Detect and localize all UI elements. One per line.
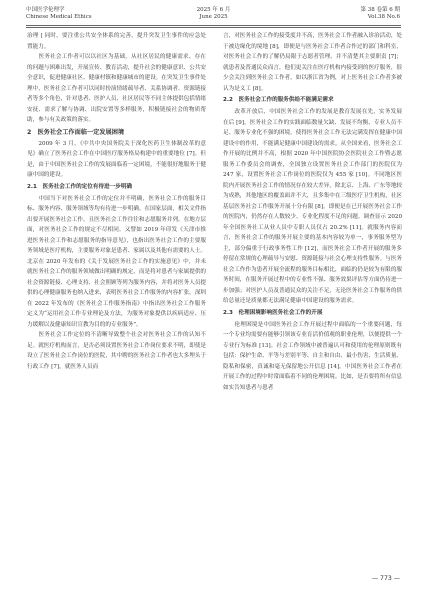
right-paragraph-1: 言，对医务社会工作的接受度并不高，医务社会工作者融入诊治活动，处于被边缘化的境地 [8]，即便是与医务社会工作者合作过的部门和科室，对医务社会工作的了解仍局限于志愿者管理、并不清楚其主要职责 [7]；就患者及普通民众而言，他们更关注在医疗机构内接受到的医疗服务，很少会关注到医务社会工作者，如以浙江省为例，对上医务社会工作者多被认为是义工 [8]。: [223, 33, 403, 92]
volume-en: Vol.38 No.6: [367, 14, 400, 20]
running-header: [0, 0, 427, 30]
issue-date-cn: 2025 年 6 月: [196, 7, 231, 13]
issue-date-en: June 2025: [199, 14, 228, 20]
right-column: [223, 31, 402, 393]
right-paragraph-3: 伦理困境是中国医务社会工作开展过程中面临的一个重要问题，每一个专业均需要有能够引领该专业育活价值观的职业伦理，以便提供一个专业行为标准 [13]。社会工作领域中被普遍认可和使用的伦理原则既有包括：保护生命、平等与差别平等、自主和自由、最小伤害、生活质量、隐私和保密，真诚和毫无保留地公开信息 [14]。中国医务社会工作者在开展工作的过程中时常面临着不同的伦理困境。比如，是否要将所有信息如实告知患者与患者: [223, 321, 403, 391]
volume-block: [361, 7, 401, 21]
left-paragraph-3: 2009 年 3 月，《中共中央国务院关于深化医药卫生体制改革的意见》确立了医务社会工作在中国医疗服务格局构建中的重要地位 [7]。但是，由于中国医务社会工作的发展面临着一定困境，不能很好地服务于健康中国的建设。: [27, 140, 207, 178]
left-paragraph-2: 医务社会工作者可以以社区为基础，从社区居民的健康需求、存在的问题与困难出发，开展宣传、教育活动，提升社会的健康意识、公共安全意识，促进健康社区、健康村镇和健康城市的建设。在突发卫生事件处理中，医务社会工作者可以同时扮演情绪疏导者、关系协调者、资源链接者等多个角色，针对患者、医护人员、社区居民等不同主体提供包括情绪安抚、需求了解与协调、出院安置等多样服务，积极链接社会的物质帮助，参与有关政策的落实。: [27, 54, 207, 123]
journal-name-en: Chinese Medical Ethics: [26, 14, 92, 20]
subsection-heading-2-3: 2.3 伦理困境影响医务社会工作的开展: [223, 309, 323, 316]
left-paragraph-4: 中国当下对医务社会工作的定位并不明确，医务社会工作的服务目标、服务内容、服务领域等均有待进一步明确。在国家层面，相关文件指出要开展医务社会工作，且医务社会工作往往和志愿服务并列。在地方层面，对医务社会工作的规定不尽相同。又譬如 2019 年印发《天津市推进医务社会工作和志愿服务的指导意见》，也指出医务社会工作的主要服务领域是医疗机构，主要服务对象是患者、家属以及其他有需要的人士。北京在 2020 年发布的《关于发展医务社会工作的实施意见》中，并未就医务社会工作的服务领域做出明确的规定，而是将对患者与家属提供的社会资源链接、心理支持、社会照顾等列为服务内容，并将对医务人员提供的心理健康服务也纳入进来，表明医务社会工作服务的内容扩张。深圳在 2022 年发布的《医务社会工作服务指南》中指出医务社会工作服务定义为“运用社会工作专业理论及方法，为服务对象提供以疾病适应、压力缓解以及健康知识宣教为目的的专业服务”。: [27, 195, 207, 328]
left-paragraph-1: 治理 [ 同时，要注重公共安全体系的完善，提升突发卫生事件的应急处置能力。: [27, 33, 206, 50]
header-rule-double: [26, 27, 401, 28]
page-number: — 773 —: [371, 575, 400, 582]
journal-name-cn: 中国医学伦理学: [26, 7, 65, 13]
right-paragraph-2: 改革开放后，中国医务社会工作的发展是教育发展在先，实务发展在后 [9]，医务社会工作的实践面临数量欠缺、发展不均衡、专业人员不足、服务专业化不强的困境，使得医务社会工作无法完满发挥在健康中国建设中的作用，不能满足健康中国建设的需求。从全国来看，医务社会工作开展的比例并不高，根据 2020 年中国医院协会医院社会工作暨志愿服务工作委员会的调查，全国独立设置医务社会工作部门的医院仅为 247 家，设置医务社会工作岗位的医院仅为 455 家 [10]。不同地区医院内开展医务社会工作的情况存在较大差异，除北京、上海、广东等地较为成熟，其他地区的覆盖面并不大，且多集中在三级医疗卫生机构，社区基层医务社会工作服务开展十分有限 [8]。即便是在已开展医务社会工作的医院内，仍然存在人数较少、专业化程度不足的问题。调查显示 2020 年全国医务社工从业人员中专职人员仅占 20.2% [11]。就服务内容而言，医务社会工作的服务开展主要的基本内容较为单一，事务服务型为主，部分偏重于行政事务性工作 [12]，而医务社会工作者开展的服务多停留在常规的心理疏导与安慰、资源链接与社会心理支持性服务。与医务社会工作作为患者开展全流程的服务目标相比，面临的仍是较为有限的服务时间，在服务开展过程中的专业性不强、服务效果评估等方面仍待进一步加强；对医护人员及普通民众的关注不足，无论医务社会工作服务的供给总量还是质量都无法满足健康中国建设的服务需求。: [223, 109, 403, 304]
section-heading-2: 2 医务社会工作面临一定发展困境: [27, 128, 125, 136]
volume-cn: 第 38 卷第 6 期: [360, 7, 400, 13]
left-paragraph-5: 医务社会工作定位的不清晰导致整个社会对医务社会工作的认知不足。就医疗机构而言，是否必须设置医务社会工作岗位要求不明，即使是设立了医务社会工作岗位的医院，其中聘的医务社会工作者也大多埋头于行政工作 [7]，就医务人员而: [27, 332, 207, 370]
subsection-heading-2-2: 2.2 医务社会工作的服务供给不能满足需求: [223, 97, 334, 103]
left-column: [27, 31, 206, 372]
subsection-heading-2-1: 2.1 医务社会工作的定位有待进一步明确: [27, 183, 133, 190]
